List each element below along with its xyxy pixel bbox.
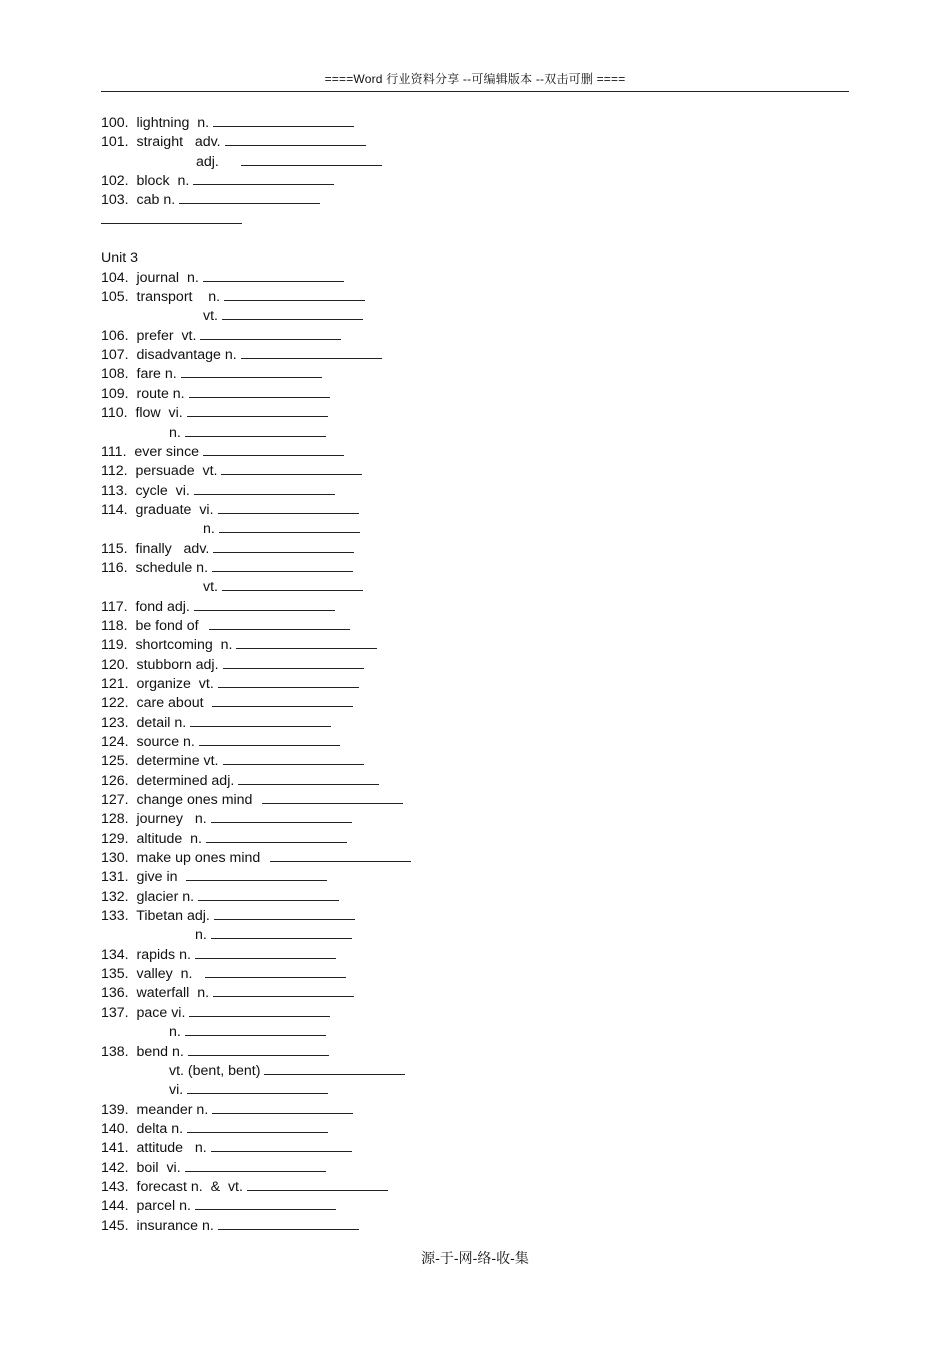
answer-blank[interactable] bbox=[205, 965, 346, 978]
vocab-line bbox=[101, 714, 841, 733]
vocab-line bbox=[101, 810, 841, 829]
vocab-line bbox=[101, 269, 841, 288]
vocab-entry-text: 140. delta n. bbox=[101, 1120, 184, 1137]
answer-blank[interactable] bbox=[195, 1197, 336, 1210]
vocab-entry-text: 131. give in bbox=[101, 869, 178, 886]
page-header: ====Word 行业资料分享 --可编辑版本 --双击可删 ==== bbox=[324, 72, 626, 86]
vocabulary-list bbox=[101, 114, 841, 1236]
vocab-entry-text: 106. prefer vt. bbox=[101, 327, 197, 344]
answer-blank[interactable] bbox=[188, 1043, 329, 1056]
vocab-line bbox=[101, 578, 841, 597]
vocab-line bbox=[101, 133, 841, 152]
vocab-line bbox=[101, 598, 841, 617]
vocab-line bbox=[101, 211, 841, 230]
vocab-line bbox=[101, 1101, 841, 1120]
vocab-line bbox=[101, 520, 841, 539]
answer-blank[interactable] bbox=[203, 269, 344, 282]
vocab-line bbox=[101, 636, 841, 655]
unit-heading bbox=[101, 249, 841, 268]
answer-blank[interactable] bbox=[211, 810, 352, 823]
vocab-line bbox=[101, 849, 841, 868]
vocab-entry-text: adj. bbox=[196, 153, 219, 170]
vocab-entry-text: vi. bbox=[169, 1082, 184, 1099]
vocab-entry-text: 135. valley n. bbox=[101, 966, 193, 983]
spacer bbox=[101, 230, 841, 249]
vocab-entry-text: 108. fare n. bbox=[101, 366, 177, 383]
vocab-line bbox=[101, 1043, 841, 1062]
vocab-entry-text: 132. glacier n. bbox=[101, 888, 195, 905]
answer-blank[interactable] bbox=[264, 1062, 405, 1075]
vocab-entry-text: 111. ever since bbox=[101, 443, 200, 460]
vocab-entry-text: 124. source n. bbox=[101, 734, 195, 750]
answer-blank[interactable] bbox=[194, 598, 335, 611]
vocab-entry-text: 107. disadvantage n. bbox=[101, 347, 237, 364]
answer-blank[interactable] bbox=[218, 501, 359, 514]
answer-blank[interactable] bbox=[212, 1101, 353, 1114]
answer-blank[interactable] bbox=[179, 191, 320, 204]
vocab-line bbox=[101, 443, 841, 462]
vocab-line bbox=[101, 830, 841, 849]
vocab-entry-text: n. bbox=[195, 927, 207, 944]
vocab-line bbox=[101, 482, 841, 501]
answer-blank[interactable] bbox=[214, 907, 355, 920]
answer-blank[interactable] bbox=[186, 868, 327, 881]
answer-blank[interactable] bbox=[213, 984, 354, 997]
answer-blank[interactable] bbox=[225, 133, 366, 146]
vocab-entry-text: 141. attitude n. bbox=[101, 1140, 207, 1157]
vocab-line bbox=[101, 559, 841, 578]
answer-blank[interactable] bbox=[185, 1023, 326, 1036]
vocab-line bbox=[101, 1159, 841, 1178]
answer-blank[interactable] bbox=[224, 288, 365, 301]
answer-blank[interactable] bbox=[236, 636, 377, 649]
vocab-entry-text: 102. block n. bbox=[101, 173, 190, 190]
answer-blank[interactable] bbox=[213, 114, 354, 127]
vocab-line bbox=[101, 365, 841, 384]
answer-blank[interactable] bbox=[189, 1004, 330, 1017]
answer-blank[interactable] bbox=[185, 1159, 326, 1172]
vocab-line bbox=[101, 1062, 841, 1081]
answer-blank[interactable] bbox=[189, 385, 330, 398]
vocab-entry-text: 137. pace vi. bbox=[101, 1004, 186, 1021]
answer-blank[interactable] bbox=[187, 1081, 328, 1094]
vocab-line bbox=[101, 656, 841, 675]
vocab-line bbox=[101, 307, 841, 326]
vocab-entry-text: 143. forecast n. & vt. bbox=[101, 1178, 243, 1195]
answer-blank[interactable] bbox=[203, 443, 344, 456]
vocab-line bbox=[101, 791, 841, 810]
vocab-line bbox=[101, 540, 841, 559]
page-footer: 源-于-网-络-收-集 bbox=[421, 1251, 529, 1267]
vocab-entry-text: n. bbox=[169, 424, 181, 441]
answer-blank[interactable] bbox=[209, 617, 350, 630]
answer-blank[interactable] bbox=[206, 830, 347, 843]
answer-blank[interactable] bbox=[241, 153, 382, 166]
vocab-line bbox=[101, 424, 841, 443]
answer-blank[interactable] bbox=[218, 1217, 359, 1230]
vocab-entry-text: 118. be fond of bbox=[101, 617, 199, 634]
answer-blank[interactable] bbox=[194, 482, 335, 495]
vocab-line bbox=[101, 1120, 841, 1139]
vocab-line bbox=[101, 1178, 841, 1197]
vocab-entry-text: 139. meander n. bbox=[101, 1101, 209, 1118]
answer-blank[interactable] bbox=[262, 791, 403, 804]
vocab-line bbox=[101, 733, 841, 752]
vocab-entry-text: 129. altitude n. bbox=[101, 830, 202, 847]
vocab-entry-text: 100. lightning n. bbox=[101, 115, 210, 131]
vocab-entry-text: 136. waterfall n. bbox=[101, 985, 210, 1002]
vocab-entry-text: 133. Tibetan adj. bbox=[101, 908, 210, 925]
vocab-line bbox=[101, 288, 841, 307]
answer-blank[interactable] bbox=[241, 346, 382, 359]
vocab-entry-text: 112. persuade vt. bbox=[101, 463, 218, 480]
answer-blank[interactable] bbox=[222, 307, 363, 320]
answer-blank[interactable] bbox=[223, 752, 364, 765]
vocab-entry-text: 120. stubborn adj. bbox=[101, 656, 219, 673]
vocab-line bbox=[101, 346, 841, 365]
answer-blank[interactable] bbox=[211, 926, 352, 939]
vocab-entry-text: vt. bbox=[203, 579, 218, 596]
vocab-entry-text: n. bbox=[169, 1024, 181, 1041]
vocab-line bbox=[101, 868, 841, 887]
vocab-entry-text: 119. shortcoming n. bbox=[101, 637, 233, 654]
vocab-line bbox=[101, 172, 841, 191]
vocab-line bbox=[101, 617, 841, 636]
vocab-entry-text: 121. organize vt. bbox=[101, 675, 214, 692]
vocab-entry-text: 117. fond adj. bbox=[101, 598, 190, 615]
vocab-line bbox=[101, 984, 841, 1003]
vocab-line bbox=[101, 153, 841, 172]
vocab-entry-text: 144. parcel n. bbox=[101, 1198, 191, 1215]
vocab-entry-text: 125. determine vt. bbox=[101, 753, 219, 770]
vocab-entry-text: 103. cab n. bbox=[101, 192, 176, 209]
vocab-entry-text: 110. flow vi. bbox=[101, 405, 183, 422]
vocab-entry-text: 127. change ones mind bbox=[101, 792, 253, 809]
vocab-entry-text: 138. bend n. bbox=[101, 1043, 184, 1060]
answer-blank[interactable] bbox=[211, 1139, 352, 1152]
answer-blank[interactable] bbox=[212, 559, 353, 572]
answer-blank[interactable] bbox=[193, 172, 334, 185]
answer-blank[interactable] bbox=[221, 462, 362, 475]
vocab-line bbox=[101, 675, 841, 694]
vocab-line bbox=[101, 1004, 841, 1023]
vocab-line bbox=[101, 965, 841, 984]
vocab-line bbox=[101, 501, 841, 520]
vocab-entry-text: 142. boil vi. bbox=[101, 1159, 181, 1176]
vocab-entry-text: n. bbox=[203, 521, 215, 538]
vocab-line bbox=[101, 907, 841, 926]
answer-blank[interactable] bbox=[270, 849, 411, 862]
vocab-line bbox=[101, 1081, 841, 1100]
vocab-entry-text: 128. journey n. bbox=[101, 811, 207, 828]
vocab-line bbox=[101, 752, 841, 771]
vocab-entry-text: 105. transport n. bbox=[101, 289, 221, 306]
answer-blank[interactable] bbox=[223, 656, 364, 669]
vocab-line bbox=[101, 1023, 841, 1042]
vocab-entry-text: 123. detail n. bbox=[101, 714, 187, 731]
answer-blank[interactable] bbox=[247, 1178, 388, 1191]
answer-blank[interactable] bbox=[187, 1120, 328, 1133]
answer-blank[interactable] bbox=[238, 772, 379, 785]
vocab-line bbox=[101, 1217, 841, 1236]
vocab-line bbox=[101, 772, 841, 791]
vocab-entry-text: vt. (bent, bent) bbox=[169, 1062, 261, 1079]
vocab-line bbox=[101, 327, 841, 346]
vocab-entry-text: 109. route n. bbox=[101, 385, 185, 402]
answer-blank[interactable] bbox=[187, 404, 328, 417]
answer-blank[interactable] bbox=[218, 675, 359, 688]
answer-blank[interactable] bbox=[198, 888, 339, 901]
vocab-entry-text: vt. bbox=[203, 308, 218, 325]
vocab-line bbox=[101, 191, 841, 210]
vocab-line bbox=[101, 694, 841, 713]
vocab-line bbox=[101, 888, 841, 907]
vocab-entry-text: 116. schedule n. bbox=[101, 559, 209, 576]
header-rule bbox=[101, 91, 849, 92]
vocab-entry-text: 115. finally adv. bbox=[101, 540, 210, 557]
vocab-entry-text: 114. graduate vi. bbox=[101, 501, 214, 518]
answer-blank[interactable] bbox=[185, 424, 326, 437]
vocab-entry-text: 126. determined adj. bbox=[101, 772, 235, 789]
answer-blank[interactable] bbox=[101, 211, 242, 224]
answer-blank[interactable] bbox=[190, 714, 331, 727]
vocab-line bbox=[101, 114, 841, 133]
answer-blank[interactable] bbox=[199, 733, 340, 746]
vocab-line bbox=[101, 926, 841, 945]
answer-blank[interactable] bbox=[222, 578, 363, 591]
answer-blank[interactable] bbox=[219, 520, 360, 533]
vocab-entry-text: 130. make up ones mind bbox=[101, 850, 261, 867]
vocab-line bbox=[101, 946, 841, 965]
vocab-line bbox=[101, 1197, 841, 1216]
vocab-line bbox=[101, 385, 841, 404]
vocab-entry-text: 104. journal n. bbox=[101, 269, 199, 286]
answer-blank[interactable] bbox=[212, 694, 353, 707]
vocab-line bbox=[101, 462, 841, 481]
vocab-entry-text: 113. cycle vi. bbox=[101, 482, 190, 499]
vocab-line bbox=[101, 404, 841, 423]
answer-blank[interactable] bbox=[213, 540, 354, 553]
vocab-entry-text: Unit 3 bbox=[101, 250, 139, 267]
answer-blank[interactable] bbox=[195, 946, 336, 959]
vocab-entry-text: 122. care about bbox=[101, 695, 204, 712]
vocab-line bbox=[101, 1139, 841, 1158]
vocab-entry-text: 134. rapids n. bbox=[101, 946, 191, 963]
answer-blank[interactable] bbox=[200, 327, 341, 340]
vocab-entry-text: 145. insurance n. bbox=[101, 1217, 214, 1234]
answer-blank[interactable] bbox=[181, 365, 322, 378]
vocab-entry-text: 101. straight adv. bbox=[101, 134, 221, 151]
